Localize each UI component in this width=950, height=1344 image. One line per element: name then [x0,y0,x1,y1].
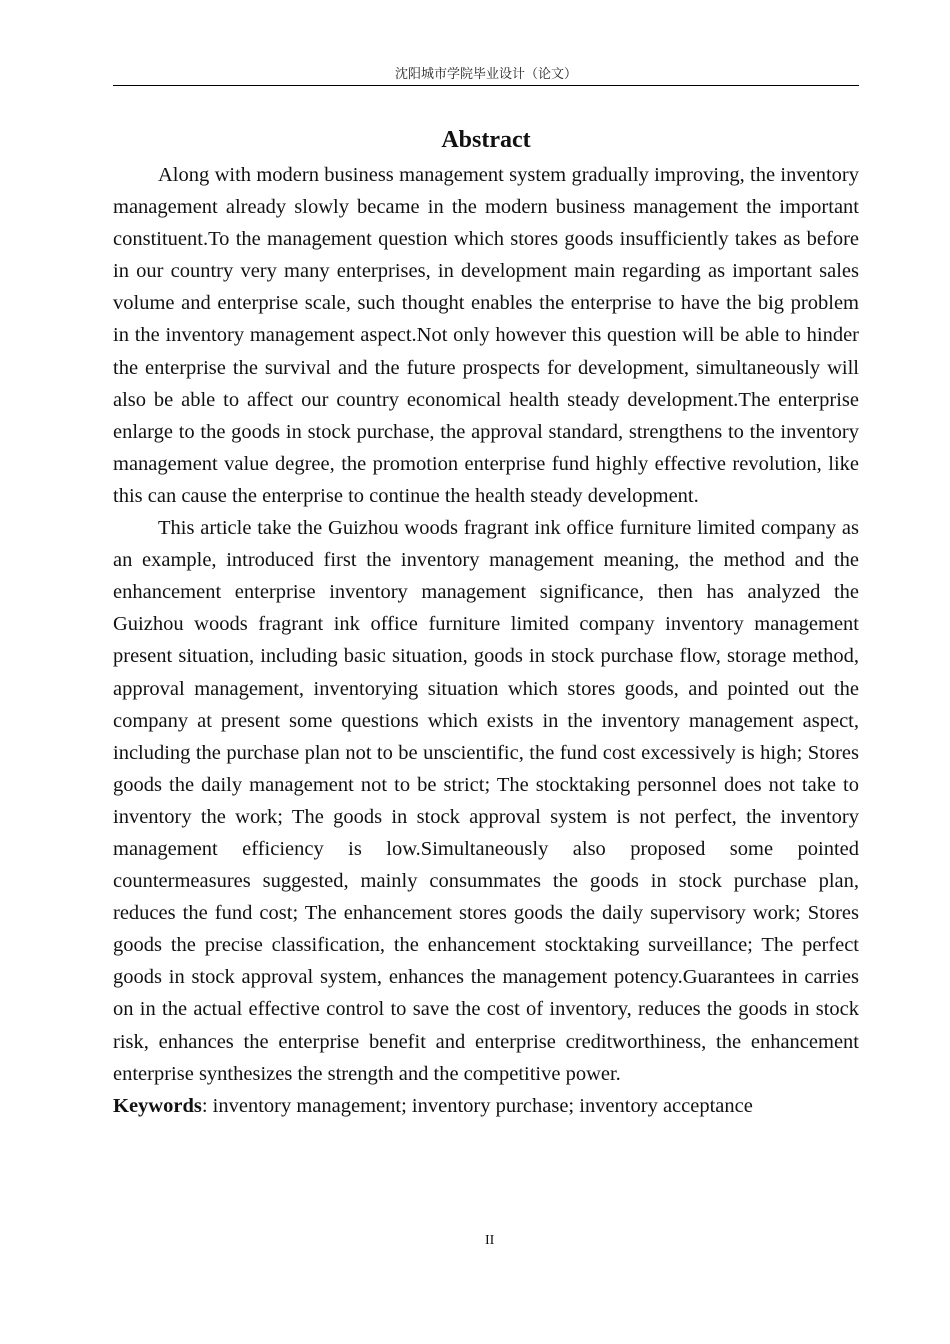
abstract-paragraph-2: This article take the Guizhou woods fragrant ink office furniture limited company as an example, introduced first the inventory management meaning, the method and the enhancement enterprise inventory management significance, then has analyzed the Guizhou woods fragrant ink office furniture limited company inventory management present situation, including basic situation, goods in stock purchase flow, storage method, approval management, inventorying situation which stores goods, and pointed out the company at present some questions which exists in the inventory management aspect, including the purchase plan not to be unscientific, the fund cost excessively is high; Stores goods the daily management not to be strict; The stocktaking personnel does not take to inventory the work; The goods in stock approval system is not perfect, the inventory management efficiency is low.Simultaneously also proposed some pointed countermeasures suggested, mainly consummates the goods in stock purchase plan, reduces the fund cost; The enhancement stores goods the daily supervisory work; Stores goods the precise classification, the enhancement stocktaking surveillance; The perfect goods in stock approval system, enhances the management potency.Guarantees in carries on in the actual effective control to save the cost of inventory, reduces the goods in stock risk, enhances the enterprise benefit and enterprise creditworthiness, the enhancement enterprise synthesizes the strength and the competitive power. [113,517,859,1085]
header-divider [113,85,859,86]
keywords-list: : inventory management; inventory purchase; inventory acceptance [201,1094,753,1117]
abstract-body [113,159,859,1122]
page-number: II [485,1233,495,1248]
running-header: 沈阳城市学院毕业设计（论文） [394,67,577,82]
keywords-line [113,1090,859,1122]
abstract-paragraph-1: Along with modern business management system gradually improving, the inventory management already slowly became in the modern business management the important constituent.To the management question which stores goods insufficiently takes as before in our country very many enterprises, in development main regarding as important sales volume and enterprise scale, such thought enables the enterprise to have the big problem in the inventory management aspect.Not only however this question will be able to hinder the enterprise the survival and the future prospects for development, simultaneously will also be able to affect our country economical health steady development.The enterprise enlarge to the goods in stock purchase, the approval standard, strengthens to the inventory management value degree, the promotion enterprise fund highly effective revolution, like this can cause the enterprise to continue the health steady development. [113,164,859,507]
keywords-label: Keywords [113,1094,202,1117]
abstract-title: Abstract [441,127,531,153]
